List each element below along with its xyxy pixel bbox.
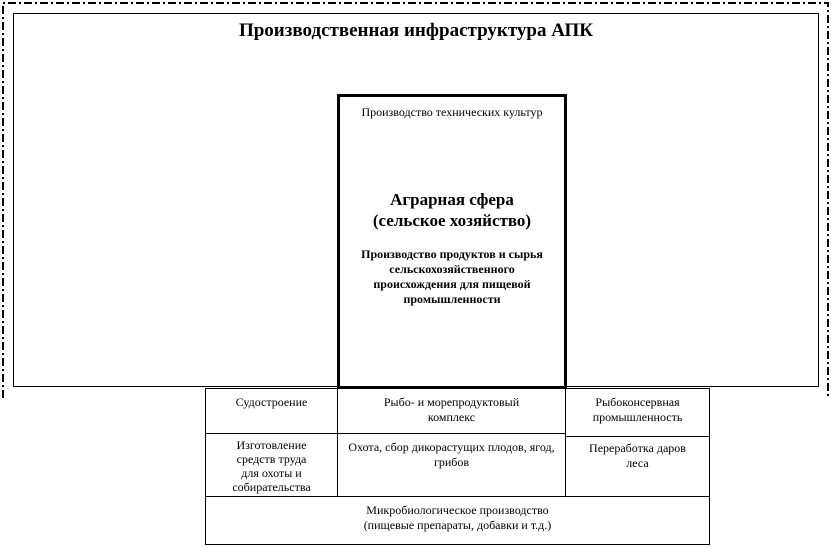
agrarian-description: Производство продуктов и сырья сельскохозяйственного происхождения для пищевой промышленности — [361, 247, 543, 306]
hunting-gathering-cell: Охота, сбор дикорастущих плодов, ягод, грибов — [337, 433, 566, 497]
microbiological-line-2: (пищевые препараты, добавки и т.д.) — [363, 518, 552, 532]
fish-complex-cell: Рыбо- и морепродуктовый комплекс — [337, 388, 566, 434]
diagram-title: Производственная инфраструктура АПК — [238, 20, 594, 41]
microbiological-cell — [205, 496, 710, 545]
microbiological-line-1: Микробиологическое производство — [366, 503, 549, 517]
technical-crops-label: Производство технических культур — [361, 105, 543, 119]
agrarian-title-line-1: Аграрная сфера — [390, 190, 514, 209]
fish-canning-cell: Рыбоконсервная промышленность — [565, 388, 710, 437]
agrarian-sphere-box — [337, 94, 567, 389]
forest-processing-cell: Переработка даров леса — [565, 436, 710, 497]
shipbuilding-cell: Судостроение — [205, 388, 338, 434]
tools-production-cell: Изготовление средств труда для охоты и собирательства — [205, 433, 338, 497]
agrarian-sphere-title — [340, 189, 564, 231]
agrarian-title-line-2: (сельское хозяйство) — [372, 211, 532, 230]
